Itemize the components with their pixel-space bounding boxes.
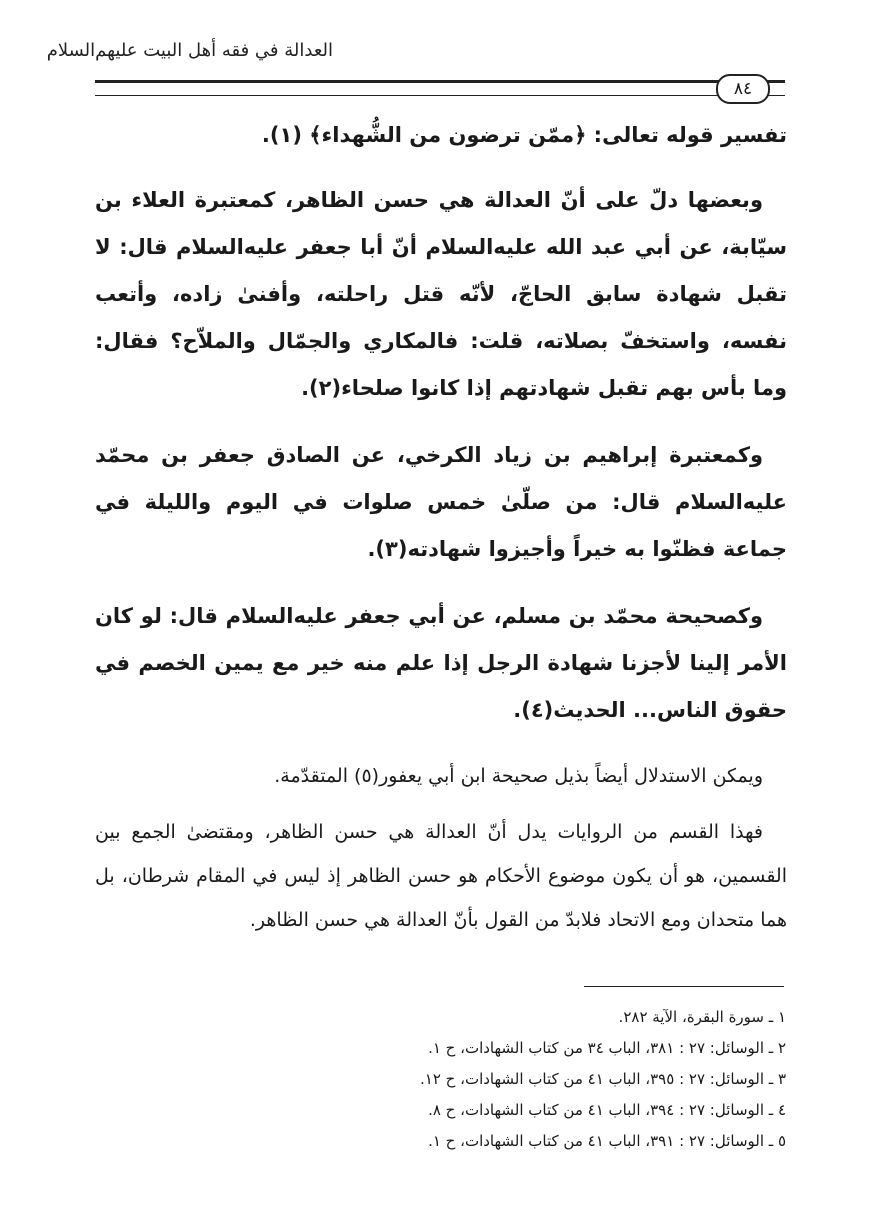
paragraph-verse-commentary: تفسير قوله تعالى: ﴿ممّن ترضون من الشُّهداء﴾ (١).: [261, 123, 787, 147]
footnote-5: ٥ ـ الوسائل: ٢٧ : ٣٩١، الباب ٤١ من كتاب الشهادات، ح ١.: [428, 1132, 786, 1150]
footnote-separator: [584, 986, 784, 987]
paragraph-karkhi-narration: وكمعتبرة إبراهيم بن زياد الكرخي، عن الصادق جعفر بن محمّد عليه‌السلام قال: من صلّىٰ خمس صلوات في اليوم والليلة في جماعة فظنّوا به خيراً وأجيزوا شهادته(٣).: [95, 443, 787, 561]
paragraph-alaa-narration: وبعضها دلّ على أنّ العدالة هي حسن الظاهر، كمعتبرة العلاء بن سيّابة، عن أبي عبد الله عليه‌السلام أنّ أبا جعفر عليه‌السلام قال: لا تقبل شهادة سابق الحاجّ، لأنّه قتل راحلته، وأفنىٰ زاده، وأتعب نفسه، واستخفّ بصلاته، قلت: فالمكاري والجمّال والملاّح؟ فقال: وما بأس بهم تقبل شهادتهم إذا كانوا صلحاء(٢).: [95, 188, 787, 400]
footnote-2: ٢ ـ الوسائل: ٢٧ : ٣٨١، الباب ٣٤ من كتاب الشهادات، ح ١.: [428, 1039, 786, 1057]
header-rule-thick: [95, 80, 785, 83]
page-number: ٨٤: [716, 74, 770, 104]
header-rule-thin: [95, 95, 785, 96]
footnote-4: ٤ ـ الوسائل: ٢٧ : ٣٩٤، الباب ٤١ من كتاب الشهادات، ح ٨.: [428, 1101, 786, 1119]
running-header-title: العدالة في فقه أهل البيت عليهم‌السلام: [46, 40, 333, 61]
footnote-3: ٣ ـ الوسائل: ٢٧ : ٣٩٥، الباب ٤١ من كتاب الشهادات، ح ١٢.: [420, 1070, 786, 1088]
paragraph-conclusion: فهذا القسم من الروايات يدل أنّ العدالة هي حسن الظاهر، ومقتضىٰ الجمع بين القسمين، هو أن يكون موضوع الأحكام هو حسن الظاهر إذ ليس في المقام شرطان، بل هما متحدان ومع الاتحاد فلابدّ من القول بأنّ العدالة هي حسن الظاهر.: [95, 821, 787, 931]
main-text: [95, 112, 787, 962]
footnotes: [260, 1002, 786, 1157]
paragraph-muslim-narration: وكصحيحة محمّد بن مسلم، عن أبي جعفر عليه‌السلام قال: لو كان الأمر إلينا لأجزنا شهادة الرجل إذا علم منه خير مع يمين الخصم في حقوق الناس... الحديث(٤).: [95, 604, 787, 722]
footnote-1: ١ ـ سورة البقرة، الآية ٢٨٢.: [618, 1008, 786, 1026]
paragraph-inference: ويمكن الاستدلال أيضاً بذيل صحيحة ابن أبي يعفور(٥) المتقدّمة.: [274, 765, 763, 787]
